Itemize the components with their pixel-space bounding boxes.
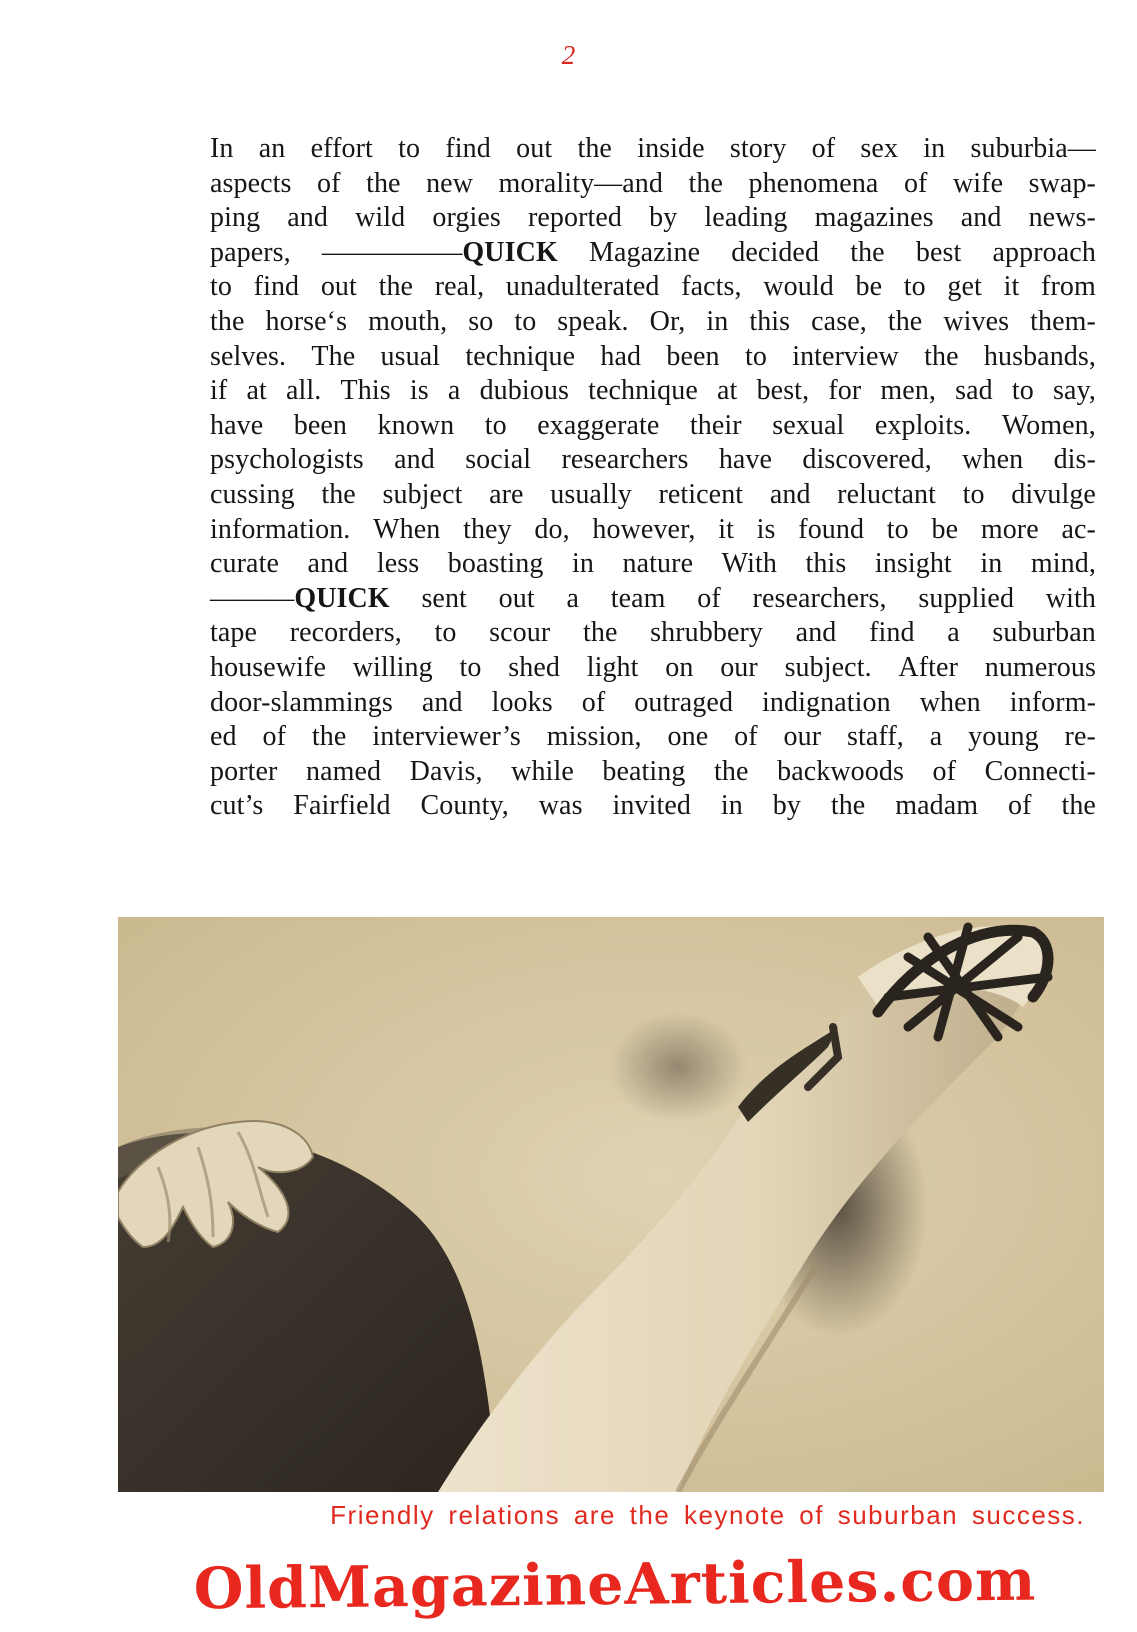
article-word: unadulterated	[505, 271, 660, 303]
article-word: indignation	[762, 686, 891, 718]
article-word: men,	[880, 375, 937, 407]
article-word: husbands,	[983, 340, 1096, 372]
article-line	[210, 582, 1096, 617]
article-word: known	[377, 409, 455, 441]
article-word: speak.	[557, 305, 629, 337]
article-word: housewife	[210, 651, 326, 683]
article-word: to	[459, 651, 482, 683]
article-word: had	[600, 340, 642, 372]
article-word: get	[947, 271, 982, 303]
article-word: this	[805, 548, 847, 580]
article-word: Magazine	[588, 236, 701, 268]
article-word: story	[729, 133, 787, 164]
article-word: willing	[352, 651, 433, 683]
article-word: of	[697, 582, 721, 614]
article-word: team	[610, 582, 666, 614]
article-word: boasting	[447, 548, 544, 580]
article-word: been	[666, 340, 720, 372]
article-word: Davis,	[409, 755, 483, 787]
article-line	[210, 132, 1096, 167]
article-word: The	[311, 340, 356, 372]
article-word: and	[769, 478, 811, 510]
article-word: an	[258, 133, 286, 164]
article-line	[210, 443, 1096, 478]
article-word: Fairfield	[293, 790, 391, 822]
article-word: inside	[637, 133, 705, 164]
article-word: real,	[434, 271, 485, 303]
article-word: wild	[355, 202, 406, 234]
article-word: to	[886, 513, 909, 545]
article-word: of	[262, 721, 287, 753]
article-word: of	[932, 755, 957, 787]
article-word: sad	[955, 375, 993, 407]
article-word: light	[586, 651, 639, 683]
article-word: aspects	[210, 167, 292, 199]
article-word: find	[253, 271, 300, 303]
article-word: staff,	[847, 721, 904, 753]
article-word: of	[734, 721, 758, 753]
article-word: however,	[592, 513, 696, 545]
article-word: insight	[874, 548, 952, 580]
article-word: the	[830, 790, 866, 822]
article-word: this	[749, 305, 791, 337]
article-word: for	[828, 375, 862, 407]
article-word: best,	[756, 375, 810, 407]
article-word: they	[463, 513, 512, 545]
article-word: Connecti-	[984, 755, 1096, 787]
article-word: phenomena	[748, 167, 879, 199]
article-word: have	[210, 409, 264, 441]
article-word: approach	[992, 236, 1096, 268]
article-word: to	[210, 271, 232, 303]
article-word: orgies	[432, 202, 501, 234]
article-word: our	[720, 651, 758, 683]
article-line	[210, 201, 1096, 236]
article-word: suburbia—	[970, 133, 1096, 164]
article-word: selves.	[210, 340, 287, 372]
article-word: the	[321, 478, 356, 510]
article-word: the	[577, 133, 612, 164]
article-word: find	[445, 133, 491, 164]
article-word: to	[398, 133, 421, 164]
article-word: all.	[286, 375, 322, 407]
article-word: reluctant	[837, 478, 937, 510]
article-word: nature	[622, 548, 694, 580]
article-word: sent	[421, 582, 467, 614]
article-word: is	[409, 375, 429, 407]
article-word: case,	[811, 305, 867, 337]
article-word: be	[931, 513, 959, 545]
article-word: psychologists	[210, 444, 364, 476]
article-word: less	[376, 548, 420, 580]
article-word: on	[665, 651, 694, 683]
article-word: discovered,	[802, 444, 932, 476]
article-word: shed	[508, 651, 560, 683]
article-line	[210, 270, 1096, 305]
photo-caption: Friendly relations are the keynote of suburban success.	[330, 1500, 1085, 1530]
article-word: the	[850, 236, 885, 268]
article-body	[210, 132, 1096, 824]
quick-masthead: QUICK	[462, 236, 558, 268]
article-word: papers,	[210, 236, 291, 268]
article-word: when	[962, 444, 1024, 476]
article-word: do,	[534, 513, 570, 545]
article-word: at	[717, 375, 738, 407]
article-word: porter	[210, 755, 278, 787]
article-word: it	[718, 513, 734, 545]
article-word: young	[968, 721, 1039, 753]
article-word: horse‘s	[265, 305, 348, 337]
article-word: shrubbery	[650, 617, 764, 649]
article-word: the	[210, 305, 245, 337]
article-word: their	[689, 409, 742, 441]
article-word: ed	[210, 721, 237, 753]
article-word: named	[306, 755, 382, 787]
photo-illustration	[118, 917, 1104, 1492]
article-word: and	[960, 202, 1002, 234]
article-word: ac-	[1061, 513, 1096, 545]
article-word: cut’s	[210, 790, 264, 822]
article-word: ping	[210, 202, 261, 234]
article-word: with	[1045, 582, 1096, 614]
article-word: when	[919, 686, 981, 718]
article-word: at	[246, 375, 267, 407]
article-word: With	[721, 548, 777, 580]
article-word: say,	[1053, 375, 1096, 407]
article-word: decided	[731, 236, 820, 268]
article-word: and	[307, 548, 349, 580]
article-word: to	[1011, 375, 1034, 407]
article-word: and	[421, 686, 463, 718]
article-word: County,	[420, 790, 509, 822]
article-line	[210, 340, 1096, 375]
article-word: supplied	[918, 582, 1015, 614]
article-word: wives	[943, 305, 1010, 337]
article-word: the	[688, 167, 723, 199]
article-word: researchers	[561, 444, 689, 476]
article-word: mission,	[546, 721, 642, 753]
article-word: door-slammings	[210, 686, 393, 718]
article-word: of	[581, 686, 606, 718]
article-line	[210, 651, 1096, 686]
article-word: and	[394, 444, 435, 476]
article-word: one	[667, 721, 709, 753]
article-word: curate	[210, 548, 279, 580]
article-word: Women,	[1001, 409, 1096, 441]
article-word: by	[772, 790, 801, 822]
article-word: and	[287, 202, 328, 234]
article-word: dis-	[1053, 444, 1096, 476]
article-word: to	[514, 305, 537, 337]
article-line	[210, 513, 1096, 548]
article-word: the	[311, 721, 347, 753]
article-word: find	[869, 617, 915, 649]
article-word: out	[498, 582, 535, 614]
article-word: in	[923, 133, 946, 164]
article-word: the	[714, 755, 749, 787]
article-word: wife	[952, 167, 1004, 199]
article-word: Or,	[649, 305, 686, 337]
article-line	[210, 720, 1096, 755]
page-number: 2	[561, 40, 576, 70]
article-word: backwoods	[777, 755, 904, 787]
article-word: ———QUICK	[210, 582, 390, 614]
article-word: in	[706, 305, 729, 337]
article-word: exaggerate	[537, 409, 660, 441]
article-word: out	[516, 133, 553, 164]
article-word: while	[511, 755, 574, 787]
article-word: subject	[382, 478, 463, 510]
article-word: the	[924, 340, 959, 372]
article-word: tape	[210, 617, 258, 649]
article-word: of	[317, 167, 341, 199]
article-word: been	[293, 409, 348, 441]
article-word: to	[484, 409, 507, 441]
article-word: the	[887, 305, 923, 337]
article-line	[210, 167, 1096, 202]
article-word: After	[898, 651, 958, 683]
article-word: our	[783, 721, 822, 753]
article-word: a	[947, 617, 960, 649]
article-word: would	[763, 271, 834, 303]
article-word: When	[373, 513, 441, 545]
article-word: exploits.	[874, 409, 972, 441]
article-word: the	[366, 167, 401, 199]
article-word: and	[795, 617, 837, 649]
article-word: the	[582, 617, 618, 649]
article-word: if	[210, 375, 228, 407]
article-word: subject.	[784, 651, 872, 683]
article-word: to	[903, 271, 926, 303]
article-word: news-	[1028, 202, 1096, 234]
article-word: magazines	[814, 202, 934, 234]
article-word: from	[1041, 271, 1096, 303]
article-word: re-	[1064, 721, 1096, 753]
article-word: are	[489, 478, 524, 510]
article-photo	[118, 917, 1104, 1492]
article-word: sex	[860, 133, 899, 164]
article-word: swap-	[1028, 167, 1096, 199]
article-word: have	[718, 444, 773, 476]
article-line	[210, 755, 1096, 790]
article-word: suburban	[992, 617, 1096, 649]
article-word: best	[915, 236, 962, 268]
article-word: leading	[704, 202, 788, 234]
article-word: of	[903, 167, 928, 199]
article-word: mind,	[1030, 548, 1096, 580]
article-word: found	[798, 513, 865, 545]
article-line	[210, 686, 1096, 721]
article-word: out	[320, 271, 357, 303]
article-word: is	[756, 513, 776, 545]
article-word: a	[566, 582, 580, 614]
article-word: the	[1061, 790, 1096, 822]
article-word: facts,	[681, 271, 742, 303]
article-word: In	[210, 133, 234, 164]
article-word: usually	[550, 478, 632, 510]
article-word: This	[340, 375, 391, 407]
quick-masthead: QUICK	[294, 582, 390, 614]
article-line	[210, 789, 1096, 824]
article-word: so	[468, 305, 494, 337]
article-line	[210, 616, 1096, 651]
article-word: by	[649, 202, 678, 234]
article-line	[210, 478, 1096, 513]
article-word: in	[572, 548, 594, 580]
article-word: cussing	[210, 478, 295, 510]
article-word: in	[980, 548, 1003, 580]
article-word: mouth,	[368, 305, 448, 337]
article-line	[210, 409, 1096, 444]
watermark-logo: OldMagazineArticles.com	[193, 1546, 1037, 1623]
article-word: to	[744, 340, 767, 372]
article-word: social	[465, 444, 532, 476]
article-word: usual	[380, 340, 441, 372]
article-word: technique	[465, 340, 576, 372]
article-word: of	[1008, 790, 1032, 822]
article-line	[210, 305, 1096, 340]
article-word: new	[426, 167, 474, 199]
article-word: more	[980, 513, 1039, 545]
article-word: be	[855, 271, 883, 303]
article-line	[210, 236, 1096, 271]
article-word: to	[434, 617, 457, 649]
article-word: reported	[527, 202, 623, 234]
article-word: divulge	[1011, 478, 1096, 510]
article-word: researchers,	[752, 582, 887, 614]
article-word: dubious	[479, 375, 569, 407]
article-line	[210, 547, 1096, 582]
article-word: madam	[895, 790, 979, 822]
article-line	[210, 374, 1096, 409]
article-word: effort	[310, 133, 373, 164]
article-word: recorders,	[289, 617, 402, 649]
article-word: beating	[602, 755, 686, 787]
article-word: outraged	[634, 686, 734, 718]
article-word: interview	[792, 340, 899, 372]
article-word: invited	[612, 790, 691, 822]
article-word: of	[811, 133, 836, 164]
article-word: was	[538, 790, 583, 822]
article-word: —————QUICK	[321, 236, 558, 268]
article-word: the	[378, 271, 414, 303]
article-word: a	[447, 375, 461, 407]
article-word: scour	[489, 617, 551, 649]
article-word: technique	[588, 375, 698, 407]
article-word: looks	[491, 686, 553, 718]
article-word: inform-	[1009, 686, 1096, 718]
article-word: a	[929, 721, 943, 753]
article-word: morality—and	[498, 167, 663, 199]
article-word: information.	[210, 513, 351, 545]
article-word: in	[720, 790, 743, 822]
article-word: reticent	[658, 478, 744, 510]
article-word: them-	[1030, 305, 1096, 337]
article-word: numerous	[984, 651, 1096, 683]
article-word: it	[1003, 271, 1020, 303]
article-word: sexual	[772, 409, 845, 441]
article-word: interviewer’s	[372, 721, 521, 753]
article-word: to	[962, 478, 985, 510]
